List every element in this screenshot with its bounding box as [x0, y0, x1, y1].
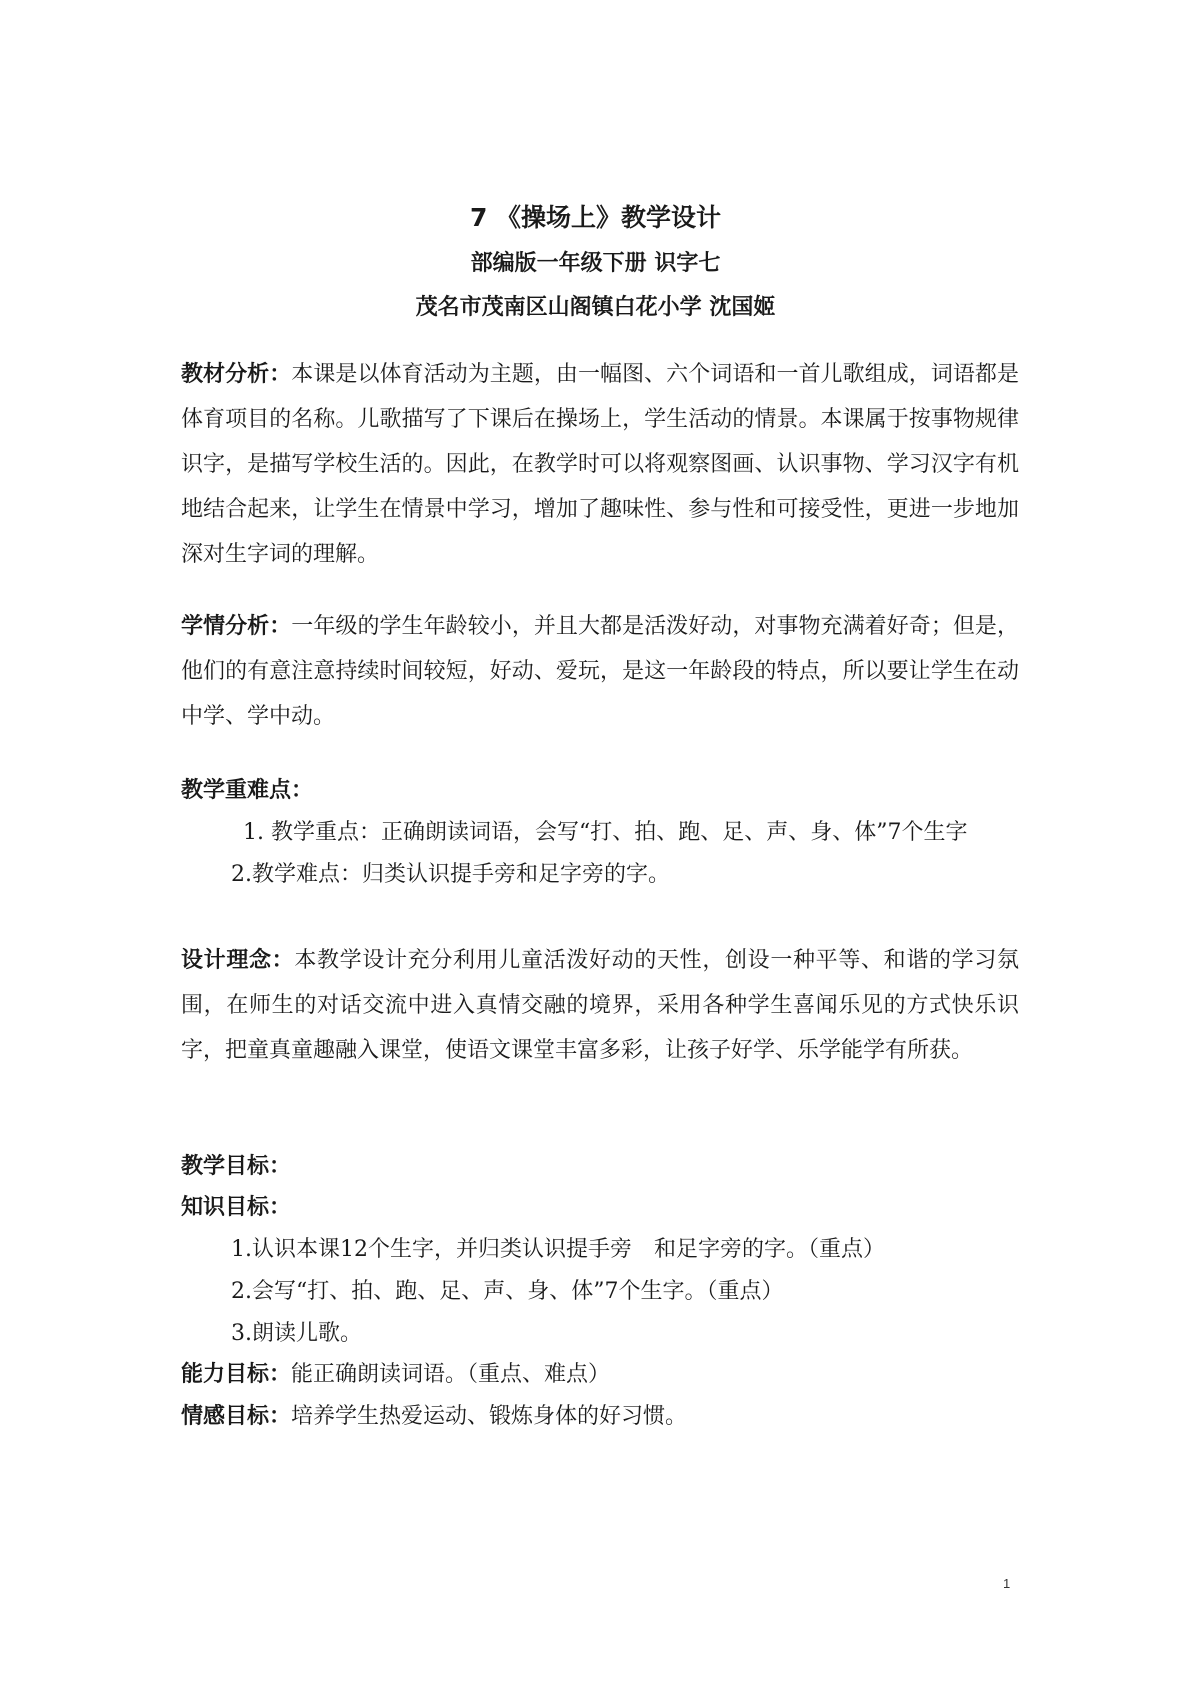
page-number: 1 [1003, 1576, 1011, 1591]
knowledge-goal-item: 1.认识本课12个生字，并归类认识提手旁 和足字旁的字。（重点） [231, 1237, 885, 1262]
ability-goal-line [181, 1360, 610, 1390]
document-author: 茂名市茂南区山阁镇白花小学 沈国姬 [415, 295, 776, 320]
student-analysis-text: 一年级的学生年龄较小，并且大都是活泼好动，对事物充满着好奇；但是，他们的有意注意持续时间较短，好动、爱玩，是这一年龄段的特点，所以要让学生在动中学、学中动。 [181, 614, 1019, 729]
emotion-goal-label: 情感目标： [181, 1404, 292, 1429]
emotion-goal-text: 培养学生热爱运动、锻炼身体的好习惯。 [291, 1404, 688, 1429]
document-title: 7 《操场上》教学设计 [469, 203, 722, 232]
material-analysis-text: 本课是以体育活动为主题，由一幅图、六个词语和一首儿歌组成，词语都是体育项目的名称。儿歌描写了下课后在操场上，学生活动的情景。本课属于按事物规律识字，是描写学校生活的。因此，在教学时可以将观察图画、认识事物、学习汉字有机地结合起来，让学生在情景中学习，增加了趣味性、参与性和可接受性，更进一步地加深对生字词的理解。 [181, 362, 1019, 567]
material-analysis-label: 教材分析： [181, 362, 292, 387]
knowledge-goal-item: 3.朗读儿歌。 [231, 1321, 362, 1346]
emotion-goal-line [181, 1402, 687, 1432]
knowledge-goal-item: 2.会写“打、拍、跑、足、声、身、体”7个生字。（重点） [231, 1279, 784, 1304]
student-analysis-label: 学情分析： [181, 614, 292, 639]
material-analysis-paragraph [181, 352, 1019, 577]
design-concept-text: 本教学设计充分利用儿童活泼好动的天性，创设一种平等、和谐的学习氛围，在师生的对话交流中进入真情交融的境界，采用各种学生喜闻乐见的方式快乐识字，把童真童趣融入课堂，使语文课堂丰富多彩，让孩子好学、乐学能学有所获。 [181, 948, 1019, 1063]
document-subtitle: 部编版一年级下册 识字七 [470, 251, 721, 276]
ability-goal-text: 能正确朗读词语。（重点、难点） [291, 1362, 611, 1387]
key-points-label: 教学重难点： [181, 778, 314, 803]
key-point-item: 2.教学难点：归类认识提手旁和足字旁的字。 [231, 862, 670, 887]
student-analysis-paragraph [181, 604, 1019, 739]
ability-goal-label: 能力目标： [181, 1362, 292, 1387]
design-concept-paragraph [181, 938, 1019, 1073]
knowledge-goals-label: 知识目标： [181, 1195, 292, 1220]
key-point-item: 1. 教学重点：正确朗读词语，会写“打、拍、跑、足、声、身、体”7个生字 [243, 820, 968, 845]
design-concept-label: 设计理念： [181, 948, 295, 973]
goals-label: 教学目标： [181, 1154, 292, 1179]
